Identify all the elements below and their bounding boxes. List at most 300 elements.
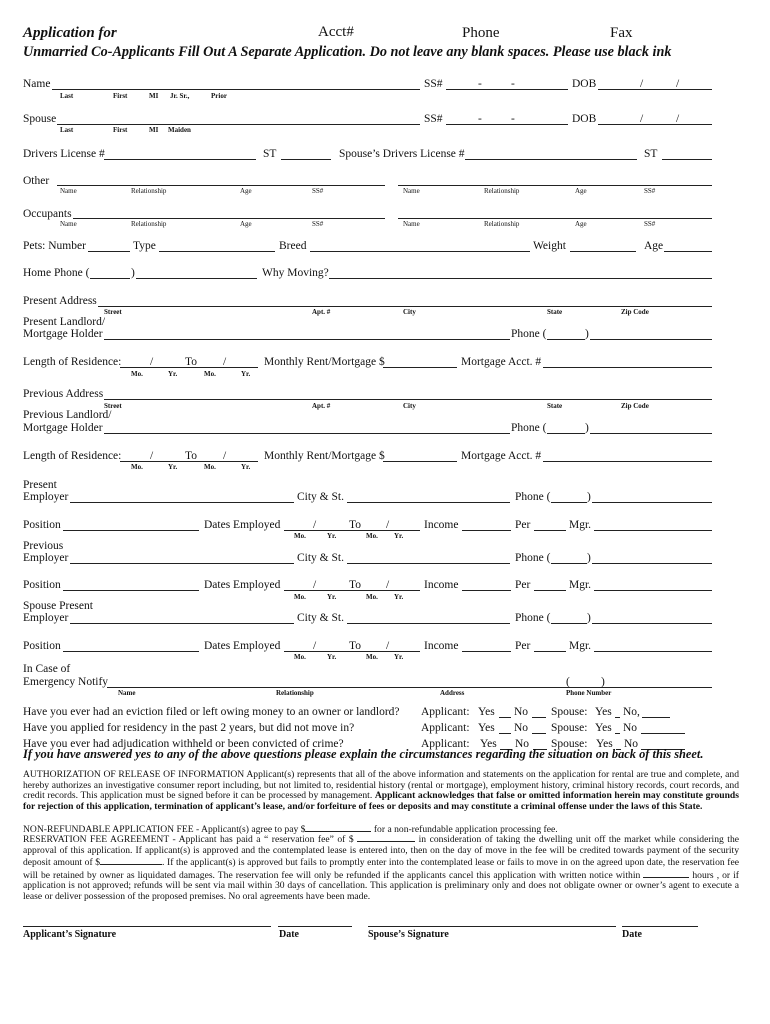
question-text: Have you applied for residency in the past 2 years, but did not move in? <box>23 722 355 734</box>
previous-landlord-field[interactable] <box>106 421 508 433</box>
previous-manager-field[interactable] <box>596 578 710 590</box>
applicant-answer-label: Applicant: <box>421 722 470 734</box>
date-unit: Mo. <box>294 532 306 540</box>
landlord-phone-area-line <box>547 433 585 434</box>
license-st-label: ST <box>263 148 277 160</box>
dob-slash: / <box>676 78 680 90</box>
ssn-label: SS# <box>424 78 443 90</box>
pets-breed-field[interactable] <box>312 239 528 251</box>
spouse-drivers-license-field[interactable] <box>467 147 635 159</box>
column-label: Relationship <box>484 220 520 228</box>
position-line <box>63 590 199 591</box>
home-phone-area-line <box>90 278 130 279</box>
date-slash: / <box>223 450 227 462</box>
date-slash: / <box>313 640 317 652</box>
reservation-text-1: RESERVATION FEE AGREEMENT - Applicant has paid a “ reservation fee” of $ <box>23 834 354 845</box>
per-line <box>534 530 566 531</box>
monthly-rent-field[interactable] <box>385 355 455 367</box>
mortgage-acct-label: Mortgage Acct. # <box>461 356 542 368</box>
license-st-line <box>281 159 331 160</box>
employer-phone-area-line <box>551 563 587 564</box>
present-income-per-field[interactable] <box>536 518 564 530</box>
why-moving-field[interactable] <box>331 266 710 278</box>
city-state-label: City & St. <box>297 491 344 503</box>
date-unit: Mo. <box>366 653 378 661</box>
previous-position-field[interactable] <box>65 578 197 590</box>
question-text: Have you ever had adjudication withheld or been convicted of crime? <box>23 738 344 750</box>
date-unit: Yr. <box>168 463 178 471</box>
position-line <box>63 530 199 531</box>
landlord-phone-line <box>590 339 712 340</box>
previous-landlord-phone-field[interactable] <box>549 421 710 433</box>
ssn-dash: - <box>478 78 482 90</box>
emergency-label-2: Emergency Notify <box>23 676 109 688</box>
other-occupant-2-field[interactable] <box>400 173 710 185</box>
employer-phone-label: Phone ( <box>515 552 551 564</box>
spouse-license-st-line <box>662 159 712 160</box>
reservation-text-2: in consideration of taking the dwelling unit off the market while considering the approval of this application. If applicant(s) is approved and the contemplated lease is entered into, then on the day of move in the fee will be credited towards payment of the security deposit amount of $ <box>23 834 740 869</box>
no-option[interactable]: No <box>514 706 529 718</box>
name-part: First <box>113 126 128 134</box>
pets-age-line <box>664 251 712 252</box>
city-state-line <box>347 502 510 503</box>
manager-label: Mgr. <box>569 640 592 652</box>
ssn-dash: - <box>511 113 515 125</box>
date-slash: / <box>386 579 390 591</box>
date-unit: Mo. <box>294 593 306 601</box>
yes-blank[interactable] <box>615 717 620 718</box>
pets-weight-field[interactable] <box>572 239 634 251</box>
mortgage-acct-label: Mortgage Acct. # <box>461 450 542 462</box>
column-label: Relationship <box>131 220 167 228</box>
position-label: Position <box>23 519 61 531</box>
date-unit: Mo. <box>204 463 216 471</box>
emergency-part: Phone Number <box>566 689 612 697</box>
address-part: Apt. # <box>312 402 331 410</box>
dates-employed-label: Dates Employed <box>204 519 281 531</box>
previous-income-per-field[interactable] <box>536 578 564 590</box>
landlord-phone-label: Phone ( <box>511 328 547 340</box>
landlord-phone-area-line <box>547 339 585 340</box>
present-landlord-line <box>104 339 510 340</box>
occupant-1-field[interactable] <box>75 206 383 218</box>
acct-label: Acct# <box>318 24 354 40</box>
employer-phone-close: ) <box>587 552 591 564</box>
pets-number-label: Pets: Number <box>23 240 86 252</box>
date-unit: Yr. <box>327 593 337 601</box>
employer-phone-area-line <box>551 623 587 624</box>
occupant-2-field[interactable] <box>400 206 710 218</box>
yes-option[interactable]: Yes <box>595 706 612 718</box>
name-part: Last <box>60 126 74 134</box>
address-part: Street <box>104 308 122 316</box>
dob-slash: / <box>676 113 680 125</box>
previous-address-field[interactable] <box>106 387 710 399</box>
spouse-employer-city-field[interactable] <box>349 611 508 623</box>
length-of-residence-label: Length of Residence: <box>23 450 122 462</box>
spouse-name-field[interactable] <box>59 112 418 124</box>
city-state-line <box>347 623 510 624</box>
other-line-right <box>398 185 712 186</box>
date-unit: Yr. <box>394 653 404 661</box>
no-blank[interactable] <box>532 733 546 734</box>
spouse-employer-field[interactable] <box>72 611 292 623</box>
spouse-ssn-label: SS# <box>424 113 443 125</box>
spouse-date-line[interactable] <box>622 926 698 927</box>
emergency-phone-open: ( <box>566 676 570 688</box>
pets-age-field[interactable] <box>666 239 710 251</box>
yes-option[interactable]: Yes <box>596 738 613 750</box>
present-employer-field[interactable] <box>72 490 292 502</box>
employer-phone-label: Phone ( <box>515 491 551 503</box>
manager-line <box>594 651 712 652</box>
address-part: State <box>547 402 563 410</box>
length-of-residence-label: Length of Residence: <box>23 356 122 368</box>
previous-income-field[interactable] <box>464 578 509 590</box>
landlord-phone-line <box>590 433 712 434</box>
yes-blank[interactable] <box>615 733 620 734</box>
applicant-signature-line[interactable] <box>23 926 271 927</box>
yes-option[interactable]: Yes <box>595 722 612 734</box>
employer-label-2: Employer <box>23 491 69 503</box>
spouse-ssn-line <box>446 124 568 125</box>
mortgage-acct-field[interactable] <box>545 355 710 367</box>
income-label: Income <box>424 579 459 591</box>
employer-line <box>70 502 294 503</box>
monthly-rent-label: Monthly Rent/Mortgage $ <box>264 450 385 462</box>
column-label: SS# <box>644 187 656 195</box>
monthly-rent-line <box>383 461 457 462</box>
pets-type-field[interactable] <box>161 239 273 251</box>
spouse-signature-label: Spouse’s Signature <box>368 929 449 940</box>
column-label: Relationship <box>131 187 167 195</box>
date-unit: Yr. <box>241 463 251 471</box>
present-address-line <box>98 306 712 307</box>
date-slash: / <box>150 450 154 462</box>
date-unit: Mo. <box>294 653 306 661</box>
why-moving-line <box>329 278 712 279</box>
to-label: To <box>185 356 197 368</box>
ssn-dash: - <box>478 113 482 125</box>
column-label: Age <box>240 187 252 195</box>
per-label: Per <box>515 519 531 531</box>
date-unit: Yr. <box>327 532 337 540</box>
employer-label-1: Present <box>23 479 57 491</box>
application-fee-blank[interactable] <box>305 823 371 832</box>
emergency-part: Name <box>118 689 136 697</box>
license-state-field[interactable] <box>283 147 329 159</box>
spouse-license-label: Spouse’s Drivers License # <box>339 148 465 160</box>
date-slash: / <box>386 640 390 652</box>
name-part: First <box>113 92 128 100</box>
manager-line <box>594 590 712 591</box>
no-blank[interactable] <box>532 717 546 718</box>
previous-employer-city-field[interactable] <box>349 551 508 563</box>
column-label: SS# <box>312 220 324 228</box>
dob-slash: / <box>640 78 644 90</box>
date-unit: Mo. <box>366 532 378 540</box>
spouse-signature-line[interactable] <box>368 926 616 927</box>
occupants-line-left <box>73 218 385 219</box>
address-part: Zip Code <box>621 402 649 410</box>
other-occupant-1-field[interactable] <box>59 173 383 185</box>
employer-line <box>70 563 294 564</box>
address-part: City <box>403 308 416 316</box>
applicant-date-label: Date <box>279 929 299 940</box>
name-part: Prior <box>211 92 227 100</box>
spouse-label: Spouse <box>23 113 57 125</box>
spouse-employer-phone-field[interactable] <box>553 611 710 623</box>
spouse-answer-label: Spouse: <box>551 706 588 718</box>
pets-breed-label: Breed <box>279 240 307 252</box>
other-line-left <box>57 185 385 186</box>
mortgage-acct-line <box>543 461 712 462</box>
date-slash: / <box>313 519 317 531</box>
reservation-text-4: hours , or if application is not approved; refunds will be sent via mail within 30 days of cancellation. This application is preliminary only and does not obligate owner or owner’s agent to execute a lease or deliver possession of the proposed premises. No oral agreements have been made. <box>23 869 739 902</box>
no-option[interactable]: No <box>514 722 529 734</box>
column-label: Age <box>575 187 587 195</box>
date-slash: / <box>223 356 227 368</box>
name-part: Jr. Sr., <box>170 92 190 100</box>
per-label: Per <box>515 579 531 591</box>
applicant-answer-label: Applicant: <box>421 738 470 750</box>
authorization-bold-text: Applicant acknowledges that false or omitted information herein may constitute grounds for rejection of this application, termination of applicant’s lease, and/or forfeiture of fees or deposits and may constitute a criminal offense under the laws of this State. <box>23 790 739 812</box>
previous-employer-phone-field[interactable] <box>553 551 710 563</box>
income-label: Income <box>424 519 459 531</box>
date-unit: Yr. <box>241 370 251 378</box>
column-label: Age <box>575 220 587 228</box>
present-manager-field[interactable] <box>596 518 710 530</box>
spouse-answer-label: Spouse: <box>551 722 588 734</box>
reservation-text-3: . If the applicant(s) is approved but fails to promptly enter into the contemplated lease or fails to move in on the agreed upon date, the reservation fee will be retained by owner as liquidated damages. The reservation fee will only be refunded if the applicants cancel this application with written notice within <box>23 857 739 881</box>
spouse-income-field[interactable] <box>464 639 509 651</box>
income-label: Income <box>424 640 459 652</box>
name-part: MI <box>149 126 159 134</box>
column-label: SS# <box>312 187 324 195</box>
landlord-phone-close: ) <box>585 422 589 434</box>
position-label: Position <box>23 640 61 652</box>
present-address-label: Present Address <box>23 295 97 307</box>
explain-note: If you have answered yes to any of the above questions please explain the circumstances regarding the situation on back of this sheet. <box>23 747 704 761</box>
authorization-paragraph <box>23 770 739 812</box>
per-line <box>534 651 566 652</box>
spouse-date-label: Date <box>622 929 642 940</box>
landlord-phone-label: Phone ( <box>511 422 547 434</box>
home-phone-field[interactable] <box>92 266 256 278</box>
no-blank[interactable] <box>642 717 670 718</box>
previous-address-label: Previous Address <box>23 388 104 400</box>
employer-phone-line <box>592 563 712 564</box>
to-label: To <box>349 579 361 591</box>
reservation-fee-blank[interactable] <box>357 833 415 842</box>
application-fee-text: NON-REFUNDABLE APPLICATION FEE - Applicant(s) agree to pay $ <box>23 824 306 835</box>
no-option[interactable]: No <box>515 738 530 750</box>
no-option[interactable]: No <box>623 722 638 734</box>
to-label: To <box>349 519 361 531</box>
dob-line <box>598 89 712 90</box>
spouse-income-per-field[interactable] <box>536 639 564 651</box>
employer-label-2: Employer <box>23 552 69 564</box>
no-option[interactable]: No, <box>623 706 640 718</box>
employer-line <box>70 623 294 624</box>
date-unit: Mo. <box>131 370 143 378</box>
address-part: Apt. # <box>312 308 331 316</box>
previous-mortgage-acct-field[interactable] <box>545 449 710 461</box>
why-moving-label: Why Moving? <box>262 267 329 279</box>
previous-employer-field[interactable] <box>72 551 292 563</box>
pets-number-field[interactable] <box>90 239 128 251</box>
date-unit: Yr. <box>394 532 404 540</box>
drivers-license-field[interactable] <box>106 147 254 159</box>
yes-blank[interactable] <box>499 733 511 734</box>
city-state-label: City & St. <box>297 612 344 624</box>
occupants-line-right <box>398 218 712 219</box>
mortgage-holder-label: Mortgage Holder <box>23 328 103 340</box>
employer-phone-line <box>592 623 712 624</box>
spouse-dob-field[interactable] <box>600 112 710 124</box>
yes-option[interactable]: Yes <box>478 722 495 734</box>
employer-phone-area-line <box>551 502 587 503</box>
license-line <box>104 159 256 160</box>
date-unit: Mo. <box>131 463 143 471</box>
emergency-part: Relationship <box>276 689 314 697</box>
date-slash: / <box>386 519 390 531</box>
date-unit: Mo. <box>366 593 378 601</box>
reservation-paragraph <box>23 833 739 903</box>
yes-option[interactable]: Yes <box>478 706 495 718</box>
pets-number-line <box>88 251 130 252</box>
spouse-position-field[interactable] <box>65 639 197 651</box>
phone-label: Phone <box>462 25 500 41</box>
occupants-label: Occupants <box>23 208 72 220</box>
emergency-phone-close: ) <box>601 676 605 688</box>
emergency-phone-field[interactable] <box>571 675 710 687</box>
present-landlord-field[interactable] <box>106 327 508 339</box>
monthly-rent-label: Monthly Rent/Mortgage $ <box>264 356 385 368</box>
pets-type-label: Type <box>133 240 156 252</box>
spouse-license-st-label: ST <box>644 148 658 160</box>
authorization-text: AUTHORIZATION OF RELEASE OF INFORMATION Applicant(s) represents that all of the above information and statements on the application for rental are true and complete, and hereby authorizes an investigative consumer report including, but not limited to, residential history (rental or mortgage), employment history, criminal history records, court records, and credit records. This application must be signed before it can be processed by management. <box>23 769 739 802</box>
employer-phone-close: ) <box>587 612 591 624</box>
form-instructions: Unmarried Co-Applicants Fill Out A Separate Application. Do not leave any blank spaces. Please use black ink <box>23 44 672 60</box>
spouse-dob-label: DOB <box>572 113 597 125</box>
employer-phone-label: Phone ( <box>515 612 551 624</box>
employer-label-1: Previous <box>23 540 64 552</box>
column-label: Relationship <box>484 187 520 195</box>
column-label: SS# <box>644 220 656 228</box>
to-label: To <box>185 450 197 462</box>
position-line <box>63 651 199 652</box>
present-landlord-phone-field[interactable] <box>549 327 710 339</box>
present-landlord-label: Present Landlord/ <box>23 316 106 328</box>
column-label: Name <box>403 220 420 228</box>
applicant-name-field[interactable] <box>54 77 418 89</box>
home-phone-close: ) <box>131 267 135 279</box>
pets-age-label: Age <box>644 240 664 252</box>
present-position-field[interactable] <box>65 518 197 530</box>
city-state-line <box>347 563 510 564</box>
previous-monthly-rent-field[interactable] <box>385 449 455 461</box>
spouse-license-line <box>465 159 637 160</box>
dob-slash: / <box>640 113 644 125</box>
employer-label-1: Spouse Present <box>23 600 93 612</box>
employer-label-2: Employer <box>23 612 69 624</box>
present-employer-city-field[interactable] <box>349 490 508 502</box>
name-line <box>52 89 420 90</box>
pets-type-line <box>159 251 275 252</box>
fax-label: Fax <box>610 25 633 41</box>
spouse-line <box>57 124 420 125</box>
no-option[interactable]: No <box>624 738 639 750</box>
manager-label: Mgr. <box>569 579 592 591</box>
pets-weight-line <box>570 251 636 252</box>
address-part: Street <box>104 402 122 410</box>
city-state-label: City & St. <box>297 552 344 564</box>
mortgage-acct-line <box>543 367 712 368</box>
drivers-license-label: Drivers License # <box>23 148 105 160</box>
present-income-field[interactable] <box>464 518 509 530</box>
no-blank[interactable] <box>641 733 685 734</box>
present-employer-phone-field[interactable] <box>553 490 710 502</box>
application-fee-text-end: for a non-refundable application processing fee. <box>373 824 558 835</box>
address-part: City <box>403 402 416 410</box>
date-slash: / <box>313 579 317 591</box>
emergency-contact-field[interactable] <box>109 675 559 687</box>
previous-landlord-label: Previous Landlord/ <box>23 409 112 421</box>
notice-hours-blank[interactable] <box>643 869 689 878</box>
yes-option[interactable]: Yes <box>480 738 497 750</box>
spouse-manager-field[interactable] <box>596 639 710 651</box>
spouse-ssn-field[interactable] <box>448 112 566 124</box>
date-unit: Mo. <box>204 370 216 378</box>
employer-phone-close: ) <box>587 491 591 503</box>
landlord-phone-close: ) <box>585 328 589 340</box>
applicant-answer-label: Applicant: <box>421 706 470 718</box>
emergency-label-1: In Case of <box>23 663 71 675</box>
security-deposit-blank[interactable] <box>100 856 162 865</box>
income-line <box>462 590 511 591</box>
home-phone-label: Home Phone ( <box>23 267 90 279</box>
name-part: Last <box>60 92 74 100</box>
spouse-dob-line <box>598 124 712 125</box>
spouse-license-state-field[interactable] <box>664 147 710 159</box>
name-part: Maiden <box>168 126 191 134</box>
applicant-signature-label: Applicant’s Signature <box>23 929 117 940</box>
present-address-field[interactable] <box>100 294 710 306</box>
to-label: To <box>349 640 361 652</box>
manager-label: Mgr. <box>569 519 592 531</box>
applicant-date-line[interactable] <box>278 926 352 927</box>
applicant-ssn-field[interactable] <box>448 77 566 89</box>
mortgage-holder-label: Mortgage Holder <box>23 422 103 434</box>
address-part: State <box>547 308 563 316</box>
dob-label: DOB <box>572 78 597 90</box>
applicant-dob-field[interactable] <box>600 77 710 89</box>
other-label: Other <box>23 175 50 187</box>
previous-landlord-line <box>104 433 510 434</box>
dates-employed-label: Dates Employed <box>204 640 281 652</box>
home-phone-line <box>136 278 257 279</box>
emergency-part: Address <box>440 689 465 697</box>
employer-phone-line <box>592 502 712 503</box>
address-part: Zip Code <box>621 308 649 316</box>
income-line <box>462 530 511 531</box>
application-for-label: Application for <box>23 25 117 41</box>
date-unit: Yr. <box>168 370 178 378</box>
date-slash: / <box>150 356 154 368</box>
pets-breed-line <box>310 251 530 252</box>
yes-blank[interactable] <box>499 717 511 718</box>
